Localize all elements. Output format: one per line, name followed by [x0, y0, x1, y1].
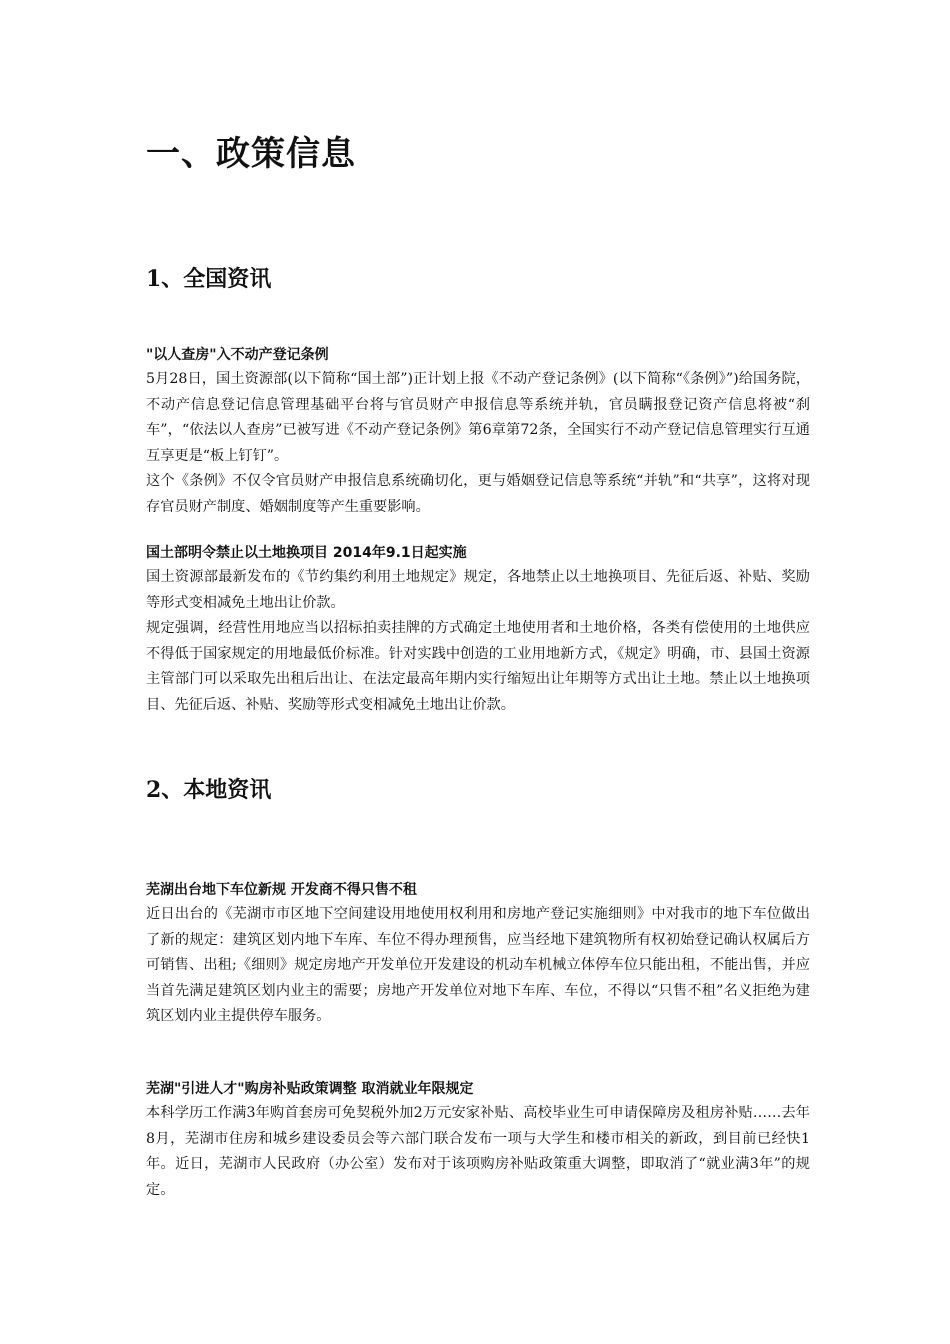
article-paragraph: 本科学历工作满3年购首套房可免契税外加2万元安家补贴、高校毕业生可申请保障房及租房补贴……去年8月，芜湖市住房和城乡建设委员会等六部门联合发布一项与大学生和楼市相关的新政，到目前已经快1年。近日，芜湖市人民政府（办公室）发布对于该项购房补贴政策重大调整，即取消了“就业满3年”的规定。	[146, 1105, 810, 1198]
article-title: "以人查房"入不动产登记条例	[146, 347, 329, 363]
article-title: 芜湖"引进人才"购房补贴政策调整 取消就业年限规定	[146, 1081, 474, 1097]
article-paragraph: 国土资源部最新发布的《节约集约利用土地规定》规定，各地禁止以土地换项目、先征后返、补贴、奖励等形式变相减免土地出让价款。	[146, 569, 810, 611]
article-local-1	[146, 880, 810, 1030]
article-title: 国土部明令禁止以土地换项目 2014年9.1日起实施	[146, 545, 467, 561]
article-local-2	[146, 1079, 810, 1203]
national-news-heading: 1、全国资讯	[146, 266, 272, 292]
article-title: 芜湖出台地下车位新规 开发商不得只售不租	[146, 882, 417, 898]
article-paragraph: 这个《条例》不仅令官员财产申报信息系统确切化，更与婚姻登记信息等系统“并轨”和“共享”，这将对现存官员财产制度、婚姻制度等产生重要影响。	[146, 473, 811, 515]
article-paragraph: 近日出台的《芜湖市市区地下空间建设用地使用权利用和房地产登记实施细则》中对我市的地下车位做出了新的规定：建筑区划内地下车库、车位不得办理预售，应当经地下建筑物所有权初始登记确认权属后方可销售、出租;《细则》规定房地产开发单位开发建设的机动车机械立体停车位只能出租，不能出售，并应当首先满足建筑区划内业主的需要；房地产开发单位对地下车库、车位，不得以“只售不租”名义拒绝为建筑区划内业主提供停车服务。	[146, 906, 810, 1024]
section-title: 一、政策信息	[146, 134, 356, 174]
article-national-1	[146, 345, 810, 520]
article-paragraph: 规定强调，经营性用地应当以招标拍卖挂牌的方式确定土地使用者和土地价格，各类有偿使用的土地供应不得低于国家规定的用地最低价标准。针对实践中创造的工业用地新方式，《规定》明确，市、县国土资源主管部门可以采取先出租后出让、在法定最高年期内实行缩短出让年期等方式出让土地。禁止以土地换项目、先征后返、补贴、奖励等形式变相减免土地出让价款。	[146, 620, 810, 713]
article-national-2	[146, 543, 810, 718]
article-paragraph: 5月28日，国土资源部(以下简称“国土部”)正计划上报《不动产登记条例》(以下简称“《条例》”)给国务院，不动产信息登记信息管理基础平台将与官员财产申报信息等系统并轨，官员瞒报登记资产信息将被“刹车”，“依法以人查房”已被写进《不动产登记条例》第6章第72条，全国实行不动产登记信息管理实行互通互享更是“板上钉钉”。	[146, 371, 810, 464]
local-news-heading: 2、本地资讯	[146, 777, 272, 803]
